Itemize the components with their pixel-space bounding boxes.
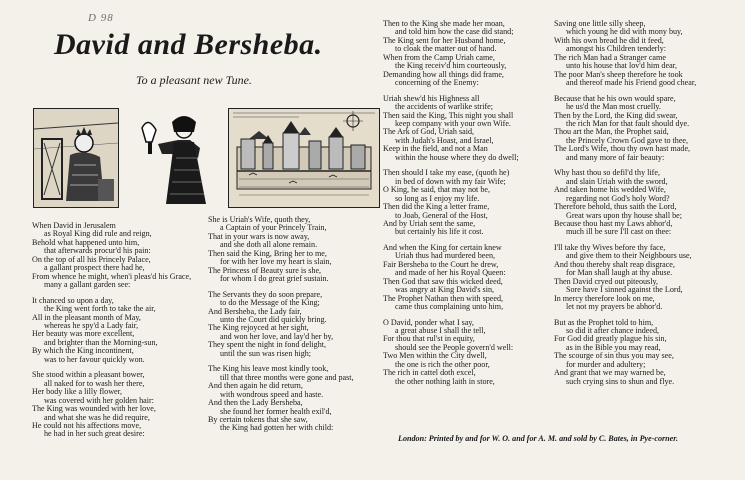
ballad-title: David and Bersheba.: [54, 28, 323, 61]
verse-column-4: [554, 20, 739, 386]
verse-line: The scourge of sin thus you may see,: [554, 351, 674, 361]
woodcut-seated-king: [33, 108, 119, 208]
verse-line: They spent the night in fond delight,: [208, 340, 327, 350]
verse-line: The rich in cattel doth excel,: [383, 368, 476, 378]
verse-line: In mercy therefore look on me,: [554, 293, 655, 303]
verse-line: a great abuse I shall the tell,: [395, 325, 486, 335]
verse-line: I'll take thy Wives before thy face,: [554, 242, 666, 252]
verse-line: She is Uriah's Wife, quoth they,: [208, 215, 311, 224]
verse-line: The poor Man's sheep therefore he took: [554, 69, 683, 79]
printer-imprint: London: Printed by and for W. O. and for A. M. and sold by C. Bates, in Pye-corner.: [398, 434, 678, 443]
verse-line: to Joab, General of the Host,: [395, 210, 488, 220]
verse-line: And Bersheba, the Lady fair,: [208, 306, 302, 316]
verse-line: The King sent for her Husband home,: [383, 35, 506, 45]
verse-line: many a gallant garden see:: [44, 280, 131, 290]
verse-line: Her beauty was more excellent,: [32, 329, 135, 339]
verse-line: and she doth all alone remain.: [220, 240, 318, 250]
verse-column-2: [208, 216, 378, 433]
verse-line: And by Uriah sent the same,: [383, 218, 476, 228]
verse-line: Thou art the Man, the Prophet said,: [554, 127, 669, 137]
verse-line: Then by the Lord, the King did swear,: [554, 110, 678, 120]
woodcut-city-scene: [228, 108, 380, 208]
verse-line: The King rejoyced at her sight,: [208, 323, 309, 333]
verse-line: The Prophet Nathan then with speed,: [383, 293, 504, 303]
verse-line: let not my prayers be abhor'd.: [566, 302, 663, 312]
verse-line: unto the Court did quickly bring.: [220, 314, 327, 324]
verse-line: regarding not God's holy Word?: [566, 193, 670, 203]
verse-line: she found her former health exil'd,: [220, 406, 332, 416]
verse-line: and slain Uriah with the sword,: [566, 176, 668, 186]
verse-line: Uriah thus had murdered been,: [395, 251, 496, 261]
verse-line: That in your wars is now away,: [208, 231, 310, 241]
ballad-subtitle: To a pleasant new Tune.: [136, 73, 252, 87]
verse-line: For thou that rul'st in equity,: [383, 334, 475, 344]
verse-line: Great wars upon thy house shall be;: [566, 210, 682, 220]
verse-line: O King, he said, that may not be,: [383, 185, 490, 195]
verse-line: as Royal King did rule and reign,: [44, 229, 152, 239]
verse-line: And then again he did return,: [208, 381, 303, 391]
verse-line: Two Men within the City dwell,: [383, 351, 487, 361]
verse-line: he us'd the Man most cruelly.: [566, 102, 661, 112]
woodcut-lady-goblet: [128, 108, 218, 208]
verse-line: He could not his affections move,: [32, 420, 142, 430]
verse-line: When David in Jerusalem: [32, 221, 116, 230]
verse-line: the one is rich the other poor,: [395, 359, 490, 369]
verse-line: Fair Bersheba to the Court he drew,: [383, 259, 499, 269]
verse-line: should see the People govern'd well:: [395, 342, 514, 352]
verse-line: but certainly his life it cost.: [395, 227, 484, 237]
verse-line: When from the Camp Uriah came,: [383, 52, 495, 62]
verse-line: It chanced so upon a day,: [32, 295, 114, 305]
verse-line: the accidents of warlike strife;: [395, 102, 493, 112]
verse-column-1: [32, 222, 204, 439]
verse-line: Demanding how all things did frame,: [383, 69, 504, 79]
verse-line: All in the pleasant month of May,: [32, 312, 141, 322]
verse-line: Then David cryed out piteously,: [554, 276, 658, 286]
verse-line: to cloak the matter out of hand.: [395, 44, 497, 54]
verse-line: Uriah shew'd his Highness all: [383, 93, 480, 103]
verse-line: the other nothing laith in store,: [395, 376, 495, 386]
verse-line: till that three months were gone and past,: [220, 372, 354, 382]
verse-line: The Servants they do soon prepare,: [208, 289, 323, 299]
verse-line: much ill be sure I'll cast on thee:: [566, 227, 672, 237]
verse-line: that afterwards procur'd his pain:: [44, 246, 151, 256]
verse-line: Saving one little silly sheep,: [554, 19, 646, 28]
verse-line: The Princess of Beauty sure is she,: [208, 265, 322, 275]
verse-line: a gallant prospect there had he,: [44, 263, 145, 273]
verse-line: unto his house that lov'd him dear,: [566, 61, 678, 71]
verse-line: was angry at King David's sin,: [395, 285, 495, 295]
verse-line: and what she was he did require,: [44, 412, 150, 422]
verse-line: all naked for to wash her there,: [44, 378, 145, 388]
verse-line: Then did the King a letter frame,: [383, 202, 490, 212]
verse-line: the Princely Crown God gave to thee,: [566, 135, 689, 145]
verse-line: From whence he might, when'i pleas'd his Grace,: [32, 271, 192, 281]
verse-line: The Ark of God, Uriah said,: [383, 127, 475, 137]
verse-line: the rich Man for that fault should dye.: [566, 118, 690, 128]
verse-line: Because thou hast my Laws abhor'd,: [554, 218, 673, 228]
verse-line: to do the Message of the King;: [220, 298, 320, 308]
verse-line: And taken home his wedded Wife,: [554, 185, 666, 195]
verse-line: so long as I enjoy my life.: [395, 193, 480, 203]
verse-line: such crying sins to shun and flye.: [566, 376, 675, 386]
verse-line: Behold what happened unto him,: [32, 237, 140, 247]
verse-line: The King his leave most kindly took,: [208, 364, 329, 374]
verse-line: for murder and adultery;: [566, 359, 646, 369]
verse-line: The Lord's Wife, thou thy own hast made,: [554, 144, 691, 154]
verse-line: and made of her his Royal Queen:: [395, 268, 506, 278]
verse-line: concerning of the Enemy:: [395, 78, 479, 88]
verse-line: until the sun was risen high;: [220, 348, 312, 358]
verse-line: And thou thereby shalt reap disgrace,: [554, 259, 675, 269]
verse-line: keep company with your own Wife.: [395, 118, 511, 128]
verse-line: for with her love my heart is slain,: [220, 257, 332, 267]
verse-line: the King had gotten her with child:: [220, 423, 334, 433]
verse-line: Then to the King she made her moan,: [383, 19, 505, 28]
verse-line: the King receiv'd him courteously,: [395, 61, 507, 71]
verse-line: Keep in the field, and not a Man: [383, 144, 488, 154]
verse-line: with wondrous speed and haste.: [220, 389, 324, 399]
verse-line: as in the Bible you may read,: [566, 342, 661, 352]
verse-line: By certain tokens that she saw,: [208, 414, 308, 424]
verse-line: and many more of fair beauty:: [566, 152, 665, 162]
verse-line: Her body like a lilly flower,: [32, 387, 123, 397]
verse-line: The King was wounded with her love,: [32, 404, 156, 414]
verse-line: for whom I do great grief sustain.: [220, 274, 329, 284]
verse-line: With his own bread he did it feed,: [554, 35, 664, 45]
verse-line: in bed of down with my fair Wife;: [395, 176, 506, 186]
verse-line: But as the Prophet told to him,: [554, 317, 654, 327]
verse-line: And when the King for certain knew: [383, 242, 502, 252]
verse-line: She stood within a pleasant bower,: [32, 370, 145, 380]
verse-line: Why hast thou so defil'd thy life,: [554, 168, 660, 178]
verse-line: so did it after chance indeed,: [566, 325, 660, 335]
verse-line: and give them to their Neighbours use,: [566, 251, 692, 261]
verse-line: which young he did with mony buy,: [566, 27, 683, 37]
verse-line: Sore have I sinned against the Lord,: [566, 285, 683, 295]
verse-line: he had in her such great desire:: [44, 429, 145, 439]
verse-line: with Judah's Hoast, and Israel,: [395, 135, 494, 145]
verse-line: Then should I take my ease, (quoth he): [383, 168, 510, 178]
verse-column-3: [383, 20, 555, 386]
verse-line: within the house where they do dwell;: [395, 152, 519, 162]
verse-line: the King went forth to take the air,: [44, 304, 156, 314]
verse-line: and won her love, and lay'd her by,: [220, 331, 334, 341]
verse-line: Then said the King, This night you shall: [383, 110, 514, 120]
verse-line: amongst his Children tenderly:: [566, 44, 667, 54]
verse-line: and told him how the case did stand;: [395, 27, 514, 37]
verse-line: Therefore behold, thus saith the Lord,: [554, 202, 677, 212]
verse-line: For God did greatly plague his sin,: [554, 334, 667, 344]
verse-line: whereas he spy'd a Lady fair,: [44, 320, 139, 330]
verse-line: By which the King incontinent,: [32, 346, 134, 356]
verse-line: for Man shall laugh at thy abuse.: [566, 268, 673, 278]
verse-line: and brighter than the Morning-sun,: [44, 337, 158, 347]
verse-line: came thus complaining unto him,: [395, 302, 504, 312]
verse-line: was covered with her golden hair:: [44, 395, 154, 405]
verse-line: a Captain of your Princely Train,: [220, 223, 327, 233]
verse-line: Because that he his own would spare,: [554, 93, 676, 103]
verse-line: Then God that saw this wicked deed,: [383, 276, 503, 286]
verse-line: On the top of all his Princely Palace,: [32, 254, 151, 264]
verse-line: and thereof made his Friend good chear,: [566, 78, 697, 88]
verse-line: was to her favour quickly won.: [44, 354, 145, 364]
verse-line: Then said the King, Bring her to me,: [208, 248, 327, 258]
verse-line: O David, ponder what I say,: [383, 317, 474, 327]
verse-line: And grant that we may warned be,: [554, 368, 666, 378]
verse-line: The rich Man had a Stranger came: [554, 52, 666, 62]
manuscript-mark: D 98: [88, 12, 114, 24]
verse-line: And then the Lady Bersheba,: [208, 398, 303, 408]
